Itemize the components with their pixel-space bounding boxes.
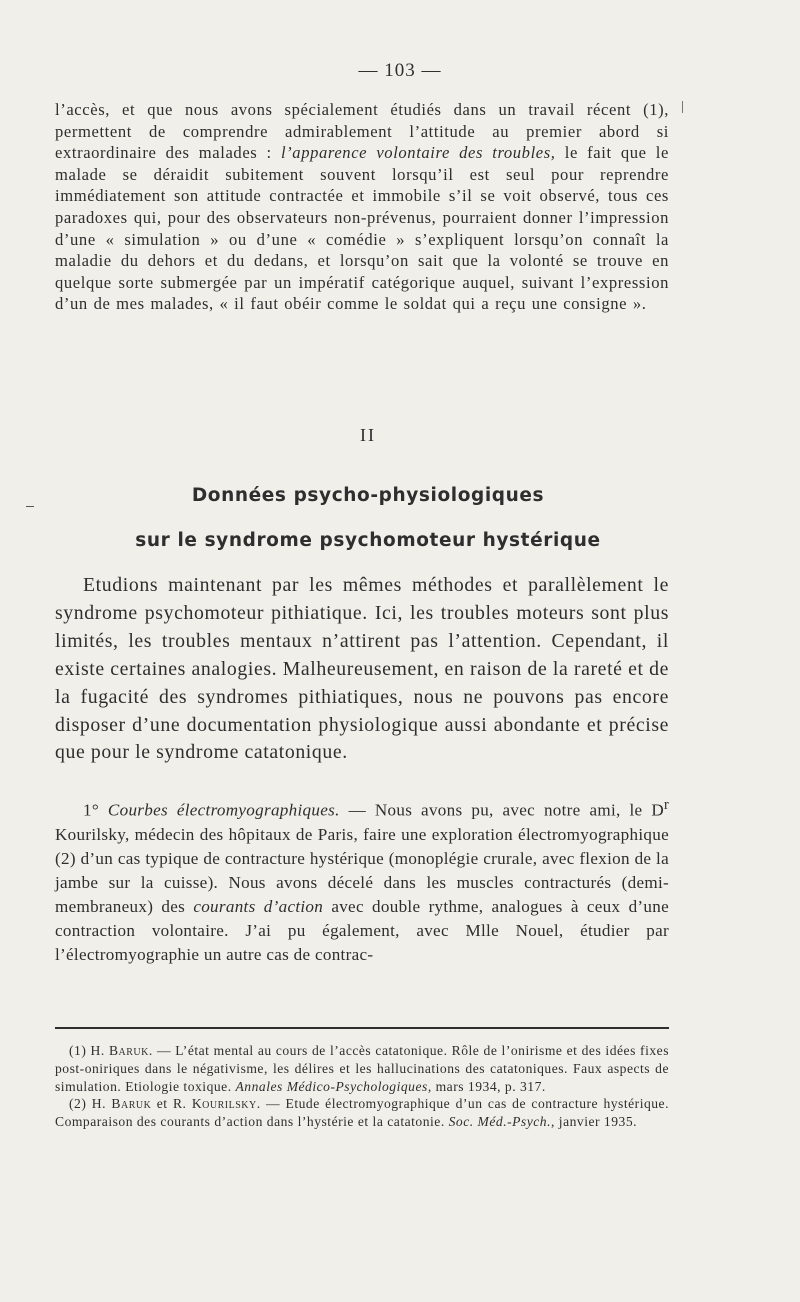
item-title: Courbes électromyographiques.	[107, 800, 340, 820]
item-number: 1°	[83, 800, 99, 820]
para3-text-2: Kourilsky, médecin des hôpitaux de Paris, faire une exploration électromyographique (2) d’un cas typique de contracture hystérique (monoplégie crurale, avec flexion de la jambe sur la cuisse). Nous avons décelé dans les muscles contracturés (demi-membraneux) des	[55, 824, 669, 917]
margin-mark	[682, 101, 683, 113]
footnote-1	[55, 1042, 669, 1095]
footnote-text: , janvier 1935.	[551, 1114, 638, 1130]
para3-italic: courants d’action	[193, 897, 324, 917]
footnote-2	[55, 1095, 669, 1131]
para3-text-3: avec double rythme, analogues à ceux d’une contraction volontaire. J’ai pu également, avec Mlle Nouel, étudier par l’électromyographie un autre cas de contrac-	[55, 897, 669, 965]
section-number: II	[360, 425, 376, 445]
paragraph-intro: Etudions maintenant par les mêmes méthodes et parallèlement le syndrome psychomoteur pithiatique. Ici, les troubles moteurs sont plus limités, les troubles mentaux n’attirent pas l’attention. Cependant, il existe certaines analogies. Malheureusement, en raison de la rareté et de la fugacité des syndromes pithiatiques, nous ne pouvons pas encore disposer d’une documentation physiologique aussi abondante et précise que pour le syndrome catatonique.	[55, 574, 669, 764]
footnote-rule	[55, 1027, 669, 1029]
margin-mark	[26, 506, 34, 507]
footnote-text: et R.	[151, 1096, 192, 1112]
para1-text-1: l’accès, et que nous avons spécialement étudiés dans un travail récent (1), permettent de comprendre admirablement l’attitude au premier abord si extraordinaire des malades :	[55, 100, 669, 163]
page-number: — 103 —	[358, 60, 442, 81]
footnote-text: , mars 1934, p. 317.	[427, 1078, 546, 1094]
paragraph-continuation	[55, 99, 669, 315]
para3-text-1: — Nous avons pu, avec notre ami, le D	[339, 800, 664, 820]
footnote-text: . — L’état mental au cours de l’accès catatonique. Rôle de l’onirisme et des idées fixes post-oniriques dans le négativisme, les délires et les hallucinations des catatoniques. Faux aspects de simulation. Etiologie toxique.	[55, 1043, 669, 1094]
para1-italic: l’apparence volontaire des troubles,	[280, 143, 556, 163]
paragraph-electromyography	[55, 793, 669, 967]
footnote-mark: (1) H.	[69, 1043, 109, 1058]
footnote-journal: Annales Médico-Psychologiques	[235, 1078, 428, 1094]
section-heading-line-2: sur le syndrome psychomoteur hystérique	[135, 530, 601, 551]
para1-text-2: le fait que le malade se déraidit subitement souvent lorsqu’il est seul pour reprendre immédiatement son attitude contractée et immobile s’il se voit observé, tous ces paradoxes qui, pour des observateurs non-prévenus, pourraient donner l’impression d’une « simulation » ou d’une « comédie » s’expliquent lorsqu’on connaît la maladie du dehors et du dedans, et lorsqu’on sait que la volonté se trouve en quelque sorte submergée par un impératif catégorique auquel, suivant l’expression d’un de mes malades, « il faut obéir comme le soldat qui a reçu une consigne ».	[55, 143, 669, 314]
section-heading-line-1: Données psycho-physiologiques	[191, 485, 545, 506]
superscript: r	[663, 797, 670, 813]
footnotes	[55, 1042, 669, 1131]
footnote-author: Baruk	[108, 1043, 149, 1058]
footnote-text: . — Etude électromyographique d’un cas de contracture hystérique. Comparaison des courants d’action dans l’hystérie et la catatonie.	[55, 1096, 669, 1130]
footnote-mark: (2) H.	[69, 1096, 112, 1112]
footnote-author: Baruk	[111, 1096, 152, 1112]
footnote-journal: Soc. Méd.-Psych.	[448, 1114, 551, 1130]
footnote-author: Kourilsky	[191, 1096, 257, 1112]
